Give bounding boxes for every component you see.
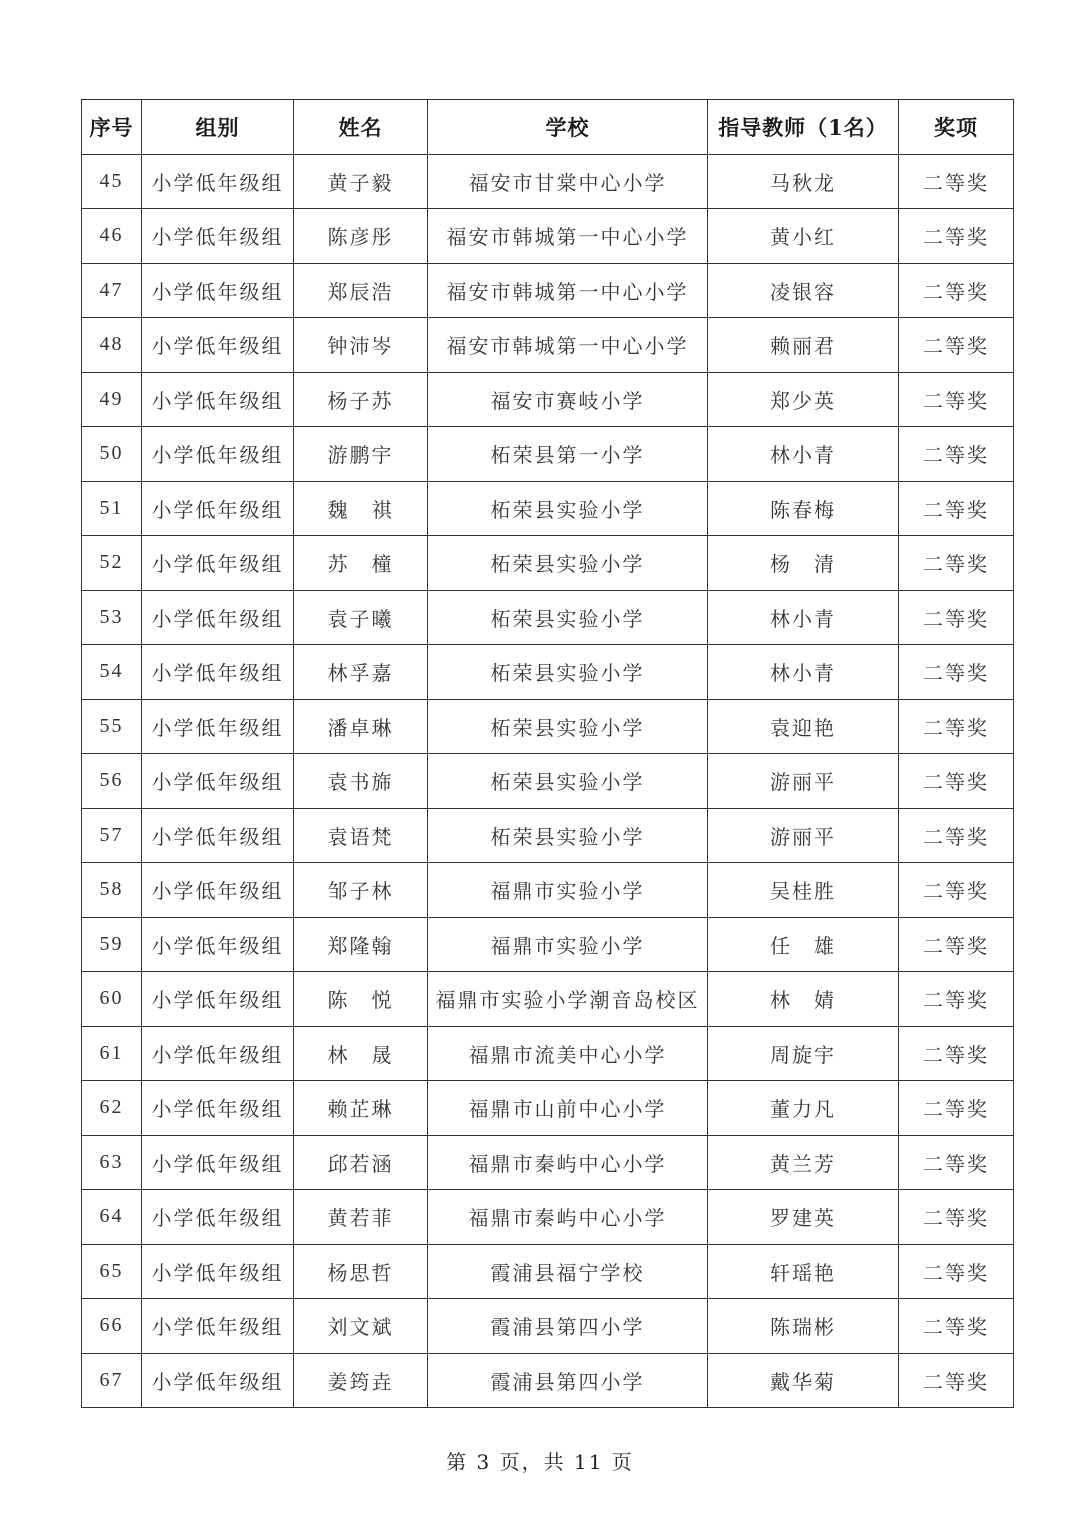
cell-award: 二等奖	[899, 590, 1014, 645]
cell-teacher: 郑少英	[708, 372, 899, 427]
cell-no: 54	[82, 645, 142, 700]
cell-group: 小学低年级组	[142, 645, 294, 700]
table-row	[82, 863, 1014, 918]
cell-award: 二等奖	[899, 863, 1014, 918]
cell-school: 柘荣县实验小学	[428, 481, 708, 536]
header-cell-teacher: 指导教师（1名）	[708, 100, 899, 155]
cell-name: 潘卓琳	[294, 699, 428, 754]
cell-school: 福安市赛岐小学	[428, 372, 708, 427]
cell-award: 二等奖	[899, 917, 1014, 972]
cell-no: 45	[82, 154, 142, 209]
cell-name: 林 晟	[294, 1026, 428, 1081]
cell-school: 霞浦县第四小学	[428, 1299, 708, 1354]
cell-award: 二等奖	[899, 972, 1014, 1027]
cell-name: 郑隆翰	[294, 917, 428, 972]
table-row	[82, 972, 1014, 1027]
cell-school: 柘荣县实验小学	[428, 699, 708, 754]
cell-award: 二等奖	[899, 1244, 1014, 1299]
cell-teacher: 袁迎艳	[708, 699, 899, 754]
cell-group: 小学低年级组	[142, 1081, 294, 1136]
cell-school: 福鼎市秦屿中心小学	[428, 1190, 708, 1245]
cell-teacher: 游丽平	[708, 754, 899, 809]
cell-group: 小学低年级组	[142, 318, 294, 373]
cell-school: 福鼎市实验小学潮音岛校区	[428, 972, 708, 1027]
cell-group: 小学低年级组	[142, 917, 294, 972]
cell-award: 二等奖	[899, 699, 1014, 754]
cell-group: 小学低年级组	[142, 1299, 294, 1354]
page-footer	[0, 1446, 1080, 1475]
cell-award: 二等奖	[899, 209, 1014, 264]
cell-teacher: 杨 清	[708, 536, 899, 591]
table-row	[82, 1026, 1014, 1081]
cell-name: 袁语梵	[294, 808, 428, 863]
cell-teacher: 轩瑶艳	[708, 1244, 899, 1299]
header-cell-school: 学校	[428, 100, 708, 155]
table-row	[82, 645, 1014, 700]
cell-name: 邹子林	[294, 863, 428, 918]
cell-group: 小学低年级组	[142, 481, 294, 536]
cell-award: 二等奖	[899, 1026, 1014, 1081]
cell-school: 福鼎市秦屿中心小学	[428, 1135, 708, 1190]
cell-award: 二等奖	[899, 372, 1014, 427]
table-row	[82, 1353, 1014, 1408]
table-row	[82, 536, 1014, 591]
cell-award: 二等奖	[899, 1353, 1014, 1408]
cell-no: 65	[82, 1244, 142, 1299]
cell-teacher: 陈瑞彬	[708, 1299, 899, 1354]
table-row	[82, 481, 1014, 536]
table-row	[82, 590, 1014, 645]
table-row	[82, 808, 1014, 863]
cell-teacher: 吴桂胜	[708, 863, 899, 918]
table-row	[82, 209, 1014, 264]
cell-no: 52	[82, 536, 142, 591]
cell-teacher: 罗建英	[708, 1190, 899, 1245]
cell-teacher: 戴华菊	[708, 1353, 899, 1408]
cell-name: 杨思哲	[294, 1244, 428, 1299]
cell-teacher: 黄小红	[708, 209, 899, 264]
cell-no: 56	[82, 754, 142, 809]
cell-name: 姜筠垚	[294, 1353, 428, 1408]
cell-award: 二等奖	[899, 1081, 1014, 1136]
table-row	[82, 917, 1014, 972]
cell-school: 福安市甘棠中心小学	[428, 154, 708, 209]
table-row	[82, 1244, 1014, 1299]
table-body	[82, 154, 1014, 1408]
cell-school: 柘荣县实验小学	[428, 645, 708, 700]
cell-award: 二等奖	[899, 154, 1014, 209]
table-header	[82, 100, 1014, 155]
table-row	[82, 1190, 1014, 1245]
cell-school: 福安市韩城第一中心小学	[428, 318, 708, 373]
cell-name: 黄若菲	[294, 1190, 428, 1245]
cell-award: 二等奖	[899, 427, 1014, 482]
cell-group: 小学低年级组	[142, 754, 294, 809]
cell-group: 小学低年级组	[142, 863, 294, 918]
cell-group: 小学低年级组	[142, 699, 294, 754]
cell-no: 49	[82, 372, 142, 427]
cell-school: 福鼎市流美中心小学	[428, 1026, 708, 1081]
cell-school: 霞浦县第四小学	[428, 1353, 708, 1408]
cell-no: 51	[82, 481, 142, 536]
table-row	[82, 754, 1014, 809]
cell-no: 60	[82, 972, 142, 1027]
table-row	[82, 318, 1014, 373]
cell-school: 柘荣县第一小学	[428, 427, 708, 482]
cell-teacher: 林小青	[708, 427, 899, 482]
cell-school: 福安市韩城第一中心小学	[428, 263, 708, 318]
cell-no: 61	[82, 1026, 142, 1081]
cell-teacher: 林小青	[708, 645, 899, 700]
cell-name: 钟沛岑	[294, 318, 428, 373]
cell-teacher: 游丽平	[708, 808, 899, 863]
cell-group: 小学低年级组	[142, 808, 294, 863]
cell-name: 游鹏宇	[294, 427, 428, 482]
cell-school: 福鼎市实验小学	[428, 917, 708, 972]
header-cell-award: 奖项	[899, 100, 1014, 155]
cell-name: 邱若涵	[294, 1135, 428, 1190]
cell-no: 50	[82, 427, 142, 482]
cell-school: 柘荣县实验小学	[428, 536, 708, 591]
cell-name: 刘文斌	[294, 1299, 428, 1354]
cell-award: 二等奖	[899, 1299, 1014, 1354]
cell-group: 小学低年级组	[142, 1244, 294, 1299]
cell-no: 59	[82, 917, 142, 972]
cell-name: 杨子苏	[294, 372, 428, 427]
cell-name: 林孚嘉	[294, 645, 428, 700]
cell-group: 小学低年级组	[142, 536, 294, 591]
cell-no: 47	[82, 263, 142, 318]
cell-award: 二等奖	[899, 481, 1014, 536]
header-row	[82, 100, 1014, 155]
table-row	[82, 1081, 1014, 1136]
cell-group: 小学低年级组	[142, 1135, 294, 1190]
cell-award: 二等奖	[899, 263, 1014, 318]
table-row	[82, 1299, 1014, 1354]
cell-teacher: 董力凡	[708, 1081, 899, 1136]
cell-name: 魏 祺	[294, 481, 428, 536]
cell-no: 63	[82, 1135, 142, 1190]
cell-group: 小学低年级组	[142, 427, 294, 482]
cell-teacher: 任 雄	[708, 917, 899, 972]
header-cell-name: 姓名	[294, 100, 428, 155]
cell-school: 柘荣县实验小学	[428, 808, 708, 863]
table-row	[82, 372, 1014, 427]
cell-no: 62	[82, 1081, 142, 1136]
cell-group: 小学低年级组	[142, 1353, 294, 1408]
cell-no: 53	[82, 590, 142, 645]
awards-table	[81, 99, 1014, 1408]
table-row	[82, 699, 1014, 754]
cell-award: 二等奖	[899, 808, 1014, 863]
cell-teacher: 林 婧	[708, 972, 899, 1027]
cell-award: 二等奖	[899, 645, 1014, 700]
cell-group: 小学低年级组	[142, 154, 294, 209]
cell-group: 小学低年级组	[142, 1026, 294, 1081]
cell-group: 小学低年级组	[142, 972, 294, 1027]
cell-school: 福安市韩城第一中心小学	[428, 209, 708, 264]
cell-no: 66	[82, 1299, 142, 1354]
cell-name: 袁书旆	[294, 754, 428, 809]
cell-name: 赖芷琳	[294, 1081, 428, 1136]
cell-no: 55	[82, 699, 142, 754]
cell-group: 小学低年级组	[142, 263, 294, 318]
page-number-text: 第 3 页，共 11 页	[446, 1450, 634, 1474]
cell-award: 二等奖	[899, 1135, 1014, 1190]
cell-group: 小学低年级组	[142, 590, 294, 645]
table-row	[82, 263, 1014, 318]
header-cell-group: 组别	[142, 100, 294, 155]
table-row	[82, 1135, 1014, 1190]
cell-name: 陈 悦	[294, 972, 428, 1027]
cell-name: 袁子曦	[294, 590, 428, 645]
cell-teacher: 林小青	[708, 590, 899, 645]
cell-no: 57	[82, 808, 142, 863]
cell-teacher: 黄兰芳	[708, 1135, 899, 1190]
cell-group: 小学低年级组	[142, 1190, 294, 1245]
table-row	[82, 427, 1014, 482]
cell-group: 小学低年级组	[142, 372, 294, 427]
cell-no: 48	[82, 318, 142, 373]
cell-no: 64	[82, 1190, 142, 1245]
cell-school: 柘荣县实验小学	[428, 754, 708, 809]
header-cell-no: 序号	[82, 100, 142, 155]
cell-teacher: 马秋龙	[708, 154, 899, 209]
table-row	[82, 154, 1014, 209]
cell-no: 67	[82, 1353, 142, 1408]
cell-school: 柘荣县实验小学	[428, 590, 708, 645]
cell-group: 小学低年级组	[142, 209, 294, 264]
cell-no: 46	[82, 209, 142, 264]
cell-name: 郑辰浩	[294, 263, 428, 318]
cell-school: 霞浦县福宁学校	[428, 1244, 708, 1299]
cell-teacher: 凌银容	[708, 263, 899, 318]
cell-name: 苏 橦	[294, 536, 428, 591]
cell-award: 二等奖	[899, 318, 1014, 373]
cell-award: 二等奖	[899, 536, 1014, 591]
cell-award: 二等奖	[899, 754, 1014, 809]
cell-name: 黄子毅	[294, 154, 428, 209]
cell-teacher: 陈春梅	[708, 481, 899, 536]
cell-award: 二等奖	[899, 1190, 1014, 1245]
cell-teacher: 赖丽君	[708, 318, 899, 373]
cell-no: 58	[82, 863, 142, 918]
cell-school: 福鼎市实验小学	[428, 863, 708, 918]
cell-teacher: 周旋宇	[708, 1026, 899, 1081]
cell-school: 福鼎市山前中心小学	[428, 1081, 708, 1136]
cell-name: 陈彦彤	[294, 209, 428, 264]
